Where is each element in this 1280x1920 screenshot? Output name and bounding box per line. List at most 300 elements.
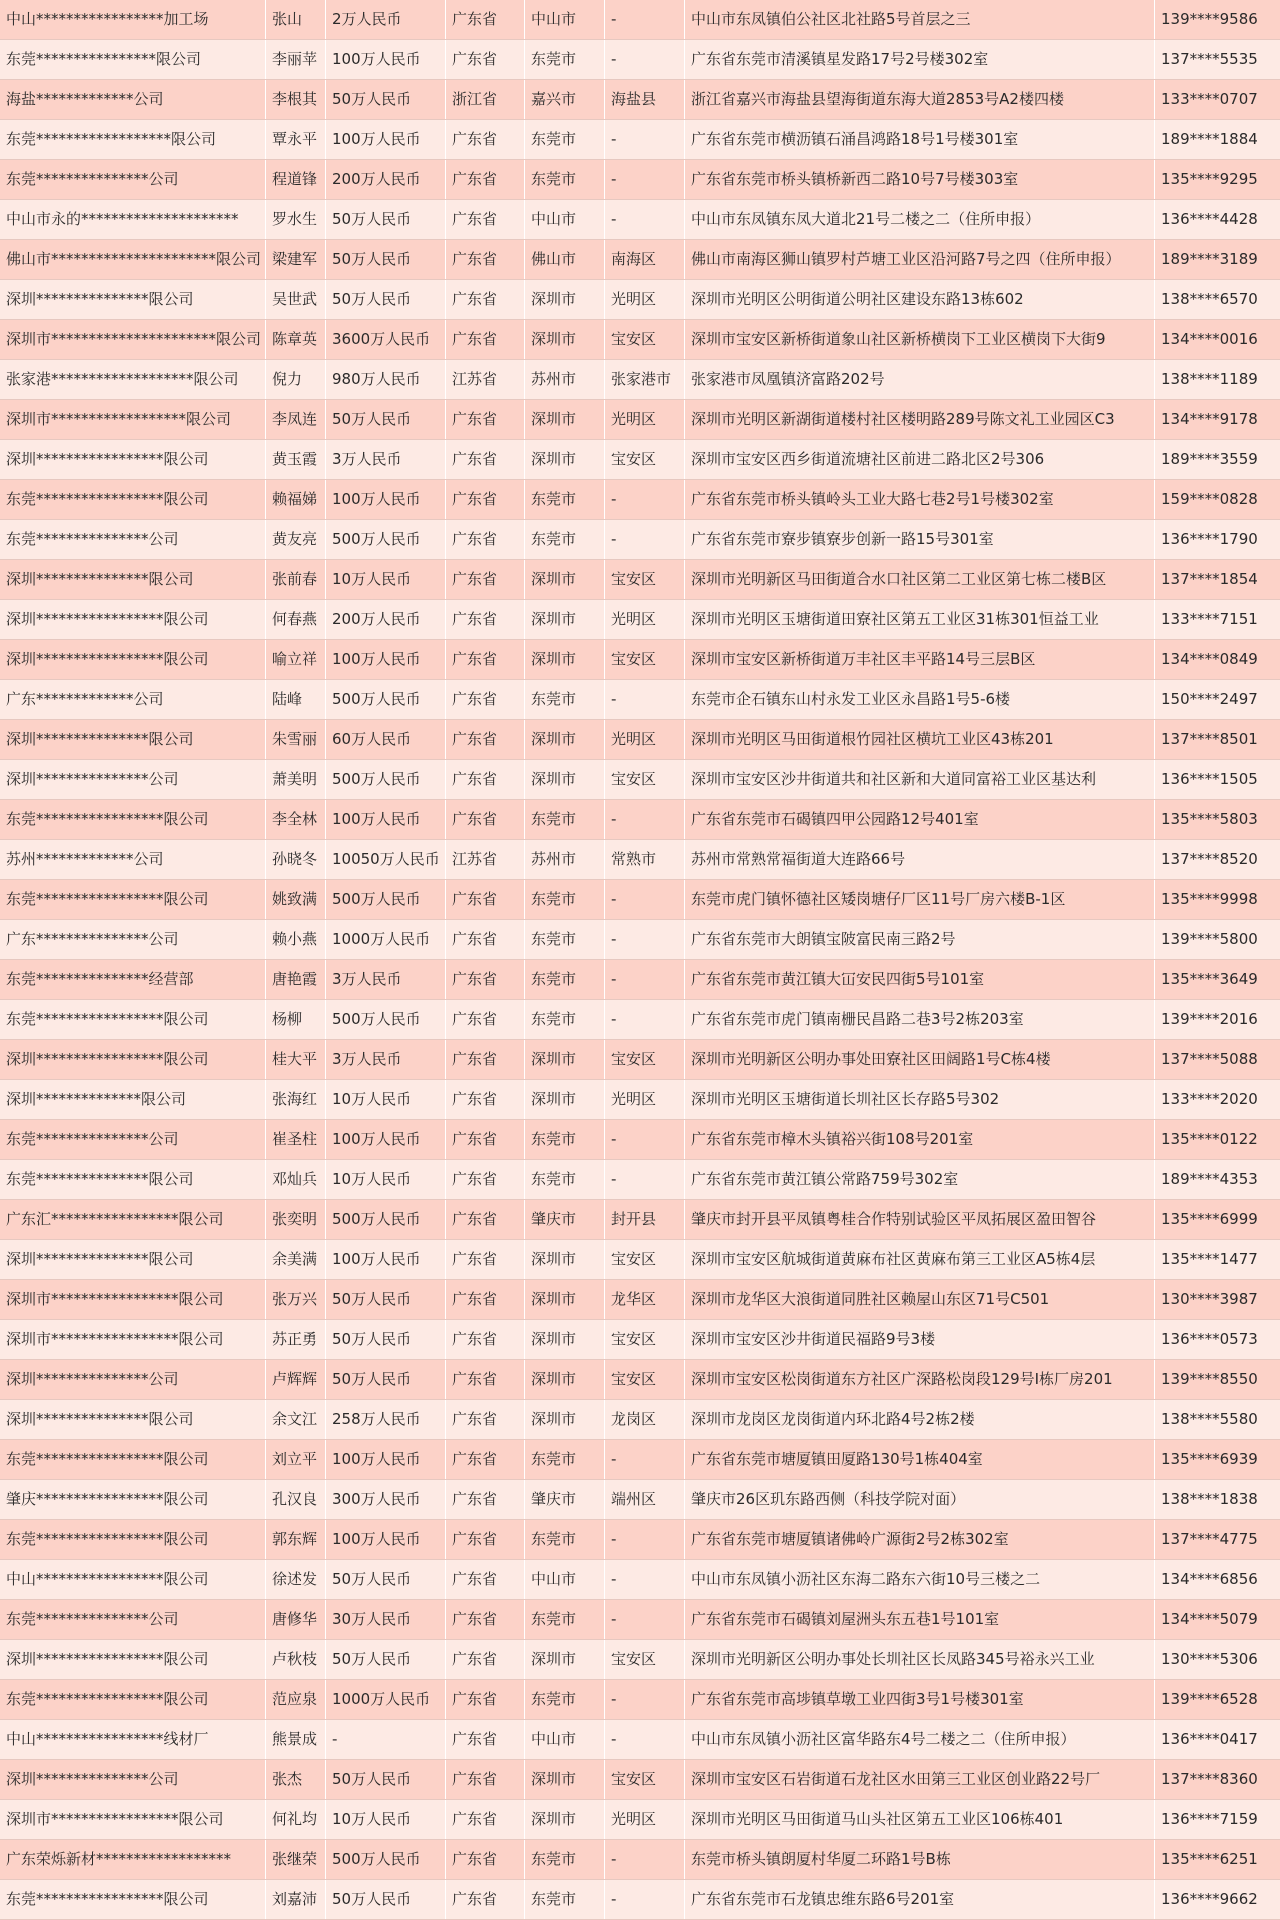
district-cell: 宝安区 xyxy=(605,640,685,679)
registered-capital-cell: 10万人民币 xyxy=(326,1080,446,1119)
registered-capital-cell: 100万人民币 xyxy=(326,800,446,839)
company-name-cell: 东莞*****************限公司 xyxy=(0,880,266,919)
city-cell: 中山市 xyxy=(525,0,605,39)
district-cell: 宝安区 xyxy=(605,1320,685,1359)
city-cell: 东莞市 xyxy=(525,880,605,919)
legal-person-cell: 萧美明 xyxy=(266,760,326,799)
table-row xyxy=(0,1880,1280,1920)
province-cell: 广东省 xyxy=(446,560,525,599)
district-cell: - xyxy=(605,160,685,199)
company-name-cell: 东莞******************限公司 xyxy=(0,120,266,159)
legal-person-cell: 孔汉良 xyxy=(266,1480,326,1519)
address-cell: 广东省东莞市寮步镇寮步创新一路15号301室 xyxy=(685,520,1155,559)
province-cell: 广东省 xyxy=(446,1640,525,1679)
table-row xyxy=(0,1360,1280,1400)
district-cell: - xyxy=(605,520,685,559)
address-cell: 张家港市凤凰镇济富路202号 xyxy=(685,360,1155,399)
table-row xyxy=(0,1520,1280,1560)
district-cell: - xyxy=(605,1440,685,1479)
phone-cell: 138****1838 xyxy=(1161,1490,1258,1508)
district-cell: 宝安区 xyxy=(605,1360,685,1399)
province-cell: 广东省 xyxy=(446,1800,525,1839)
phone-cell: 139****6528 xyxy=(1161,1690,1258,1708)
city-cell: 东莞市 xyxy=(525,1120,605,1159)
city-cell: 佛山市 xyxy=(525,240,605,279)
district-cell: 宝安区 xyxy=(605,1760,685,1799)
city-cell: 深圳市 xyxy=(525,320,605,359)
city-cell: 东莞市 xyxy=(525,960,605,999)
registered-capital-cell: 60万人民币 xyxy=(326,720,446,759)
district-cell: 南海区 xyxy=(605,240,685,279)
table-row xyxy=(0,1280,1280,1320)
city-cell: 苏州市 xyxy=(525,840,605,879)
company-name-cell: 东莞*****************限公司 xyxy=(0,1520,266,1559)
legal-person-cell: 李根其 xyxy=(266,80,326,119)
city-cell: 肇庆市 xyxy=(525,1200,605,1239)
province-cell: 广东省 xyxy=(446,320,525,359)
city-cell: 深圳市 xyxy=(525,1240,605,1279)
phone-cell: 139****8550 xyxy=(1161,1370,1258,1388)
province-cell: 广东省 xyxy=(446,760,525,799)
province-cell: 浙江省 xyxy=(446,80,525,119)
registered-capital-cell: 100万人民币 xyxy=(326,1520,446,1559)
registered-capital-cell: 50万人民币 xyxy=(326,1560,446,1599)
legal-person-cell: 梁建军 xyxy=(266,240,326,279)
table-row xyxy=(0,480,1280,520)
table-row xyxy=(0,280,1280,320)
company-name-cell: 深圳***************公司 xyxy=(0,1760,266,1799)
registered-capital-cell: 500万人民币 xyxy=(326,520,446,559)
address-cell: 深圳市宝安区沙井街道共和社区新和大道同富裕工业区基达利 xyxy=(685,760,1155,799)
registered-capital-cell: 10万人民币 xyxy=(326,560,446,599)
legal-person-cell: 张海红 xyxy=(266,1080,326,1119)
address-cell: 深圳市光明新区公明办事处田寮社区田阔路1号C栋4楼 xyxy=(685,1040,1155,1079)
province-cell: 广东省 xyxy=(446,520,525,559)
district-cell: - xyxy=(605,1000,685,1039)
district-cell: 常熟市 xyxy=(605,840,685,879)
legal-person-cell: 刘立平 xyxy=(266,1440,326,1479)
registered-capital-cell: 50万人民币 xyxy=(326,280,446,319)
phone-cell: 159****0828 xyxy=(1161,490,1258,508)
city-cell: 深圳市 xyxy=(525,1040,605,1079)
legal-person-cell: 何礼均 xyxy=(266,1800,326,1839)
phone-cell: 134****5079 xyxy=(1161,1610,1258,1628)
phone-cell: 136****1505 xyxy=(1161,770,1258,788)
registered-capital-cell: 100万人民币 xyxy=(326,40,446,79)
address-cell: 深圳市光明区公明街道公明社区建设东路13栋602 xyxy=(685,280,1155,319)
company-name-cell: 佛山市**********************限公司 xyxy=(0,240,266,279)
registered-capital-cell: 500万人民币 xyxy=(326,1000,446,1039)
table-row xyxy=(0,40,1280,80)
province-cell: 广东省 xyxy=(446,400,525,439)
province-cell: 广东省 xyxy=(446,1560,525,1599)
address-cell: 深圳市光明区马田街道根竹园社区横坑工业区43栋201 xyxy=(685,720,1155,759)
table-row xyxy=(0,1480,1280,1520)
city-cell: 东莞市 xyxy=(525,480,605,519)
district-cell: 张家港市 xyxy=(605,360,685,399)
district-cell: - xyxy=(605,680,685,719)
company-name-cell: 深圳*****************限公司 xyxy=(0,1640,266,1679)
legal-person-cell: 崔圣柱 xyxy=(266,1120,326,1159)
company-name-cell: 深圳***************公司 xyxy=(0,760,266,799)
registered-capital-cell: 50万人民币 xyxy=(326,1880,446,1919)
phone-cell: 135****6999 xyxy=(1161,1210,1258,1228)
phone-cell: 134****9178 xyxy=(1161,410,1258,428)
registered-capital-cell: 500万人民币 xyxy=(326,880,446,919)
address-cell: 东莞市桥头镇朗厦村华厦二环路1号B栋 xyxy=(685,1840,1155,1879)
company-name-cell: 广东*************公司 xyxy=(0,680,266,719)
district-cell: - xyxy=(605,120,685,159)
address-cell: 深圳市光明区马田街道马山头社区第五工业区106栋401 xyxy=(685,1800,1155,1839)
table-row xyxy=(0,1240,1280,1280)
company-name-cell: 深圳***************公司 xyxy=(0,1360,266,1399)
table-row xyxy=(0,960,1280,1000)
province-cell: 广东省 xyxy=(446,1160,525,1199)
city-cell: 嘉兴市 xyxy=(525,80,605,119)
address-cell: 广东省东莞市横沥镇石涌昌鸿路18号1号楼301室 xyxy=(685,120,1155,159)
legal-person-cell: 张奕明 xyxy=(266,1200,326,1239)
city-cell: 东莞市 xyxy=(525,1880,605,1919)
district-cell: 宝安区 xyxy=(605,1240,685,1279)
district-cell: 宝安区 xyxy=(605,1640,685,1679)
legal-person-cell: 余美满 xyxy=(266,1240,326,1279)
city-cell: 东莞市 xyxy=(525,160,605,199)
province-cell: 广东省 xyxy=(446,1080,525,1119)
city-cell: 深圳市 xyxy=(525,1360,605,1399)
phone-cell: 189****1884 xyxy=(1161,130,1258,148)
address-cell: 广东省东莞市塘厦镇诸佛岭广源街2号2栋302室 xyxy=(685,1520,1155,1559)
phone-cell: 130****3987 xyxy=(1161,1290,1258,1308)
address-cell: 广东省东莞市黄江镇大冚安民四街5号101室 xyxy=(685,960,1155,999)
province-cell: 江苏省 xyxy=(446,840,525,879)
province-cell: 广东省 xyxy=(446,1720,525,1759)
district-cell: - xyxy=(605,40,685,79)
registered-capital-cell: 3600万人民币 xyxy=(326,320,446,359)
province-cell: 广东省 xyxy=(446,1880,525,1919)
legal-person-cell: 黄玉霞 xyxy=(266,440,326,479)
city-cell: 深圳市 xyxy=(525,1400,605,1439)
province-cell: 广东省 xyxy=(446,640,525,679)
city-cell: 东莞市 xyxy=(525,1840,605,1879)
registered-capital-cell: 200万人民币 xyxy=(326,600,446,639)
table-row xyxy=(0,600,1280,640)
company-name-cell: 东莞***************经营部 xyxy=(0,960,266,999)
registered-capital-cell: 500万人民币 xyxy=(326,680,446,719)
city-cell: 深圳市 xyxy=(525,1080,605,1119)
province-cell: 广东省 xyxy=(446,1200,525,1239)
legal-person-cell: 陆峰 xyxy=(266,680,326,719)
address-cell: 广东省东莞市石碣镇四甲公园路12号401室 xyxy=(685,800,1155,839)
phone-cell: 136****0573 xyxy=(1161,1330,1258,1348)
company-name-cell: 东莞*****************限公司 xyxy=(0,1880,266,1919)
registered-capital-cell: 258万人民币 xyxy=(326,1400,446,1439)
phone-cell: 150****2497 xyxy=(1161,690,1258,708)
district-cell: - xyxy=(605,880,685,919)
phone-cell: 137****5535 xyxy=(1161,50,1258,68)
address-cell: 广东省东莞市大朗镇宝陂富民南三路2号 xyxy=(685,920,1155,959)
district-cell: 光明区 xyxy=(605,280,685,319)
registered-capital-cell: 100万人民币 xyxy=(326,640,446,679)
table-row xyxy=(0,400,1280,440)
legal-person-cell: 吴世武 xyxy=(266,280,326,319)
phone-cell: 137****5088 xyxy=(1161,1050,1258,1068)
phone-cell: 135****5803 xyxy=(1161,810,1258,828)
table-row xyxy=(0,560,1280,600)
table-row xyxy=(0,0,1280,40)
district-cell: - xyxy=(605,1520,685,1559)
province-cell: 广东省 xyxy=(446,40,525,79)
legal-person-cell: 徐述发 xyxy=(266,1560,326,1599)
address-cell: 中山市东凤镇小沥社区东海二路东六街10号三楼之二 xyxy=(685,1560,1155,1599)
company-name-cell: 深圳市*****************限公司 xyxy=(0,1320,266,1359)
district-cell: - xyxy=(605,960,685,999)
table-row xyxy=(0,200,1280,240)
phone-cell: 134****0016 xyxy=(1161,330,1258,348)
registered-capital-cell: 50万人民币 xyxy=(326,240,446,279)
table-row xyxy=(0,1040,1280,1080)
address-cell: 东莞市企石镇东山村永发工业区永昌路1号5-6楼 xyxy=(685,680,1155,719)
table-row xyxy=(0,880,1280,920)
table-row xyxy=(0,1600,1280,1640)
legal-person-cell: 桂大平 xyxy=(266,1040,326,1079)
province-cell: 广东省 xyxy=(446,1040,525,1079)
legal-person-cell: 唐艳霞 xyxy=(266,960,326,999)
registered-capital-cell: 50万人民币 xyxy=(326,1640,446,1679)
province-cell: 广东省 xyxy=(446,1400,525,1439)
registered-capital-cell: 3万人民币 xyxy=(326,960,446,999)
company-name-cell: 深圳市**********************限公司 xyxy=(0,320,266,359)
address-cell: 广东省东莞市石龙镇忠维东路6号201室 xyxy=(685,1880,1155,1919)
company-name-cell: 广东汇*****************限公司 xyxy=(0,1200,266,1239)
city-cell: 深圳市 xyxy=(525,1800,605,1839)
city-cell: 深圳市 xyxy=(525,560,605,599)
city-cell: 东莞市 xyxy=(525,1600,605,1639)
legal-person-cell: 覃永平 xyxy=(266,120,326,159)
legal-person-cell: 赖小燕 xyxy=(266,920,326,959)
province-cell: 广东省 xyxy=(446,1840,525,1879)
address-cell: 中山市东凤镇东凤大道北21号二楼之二（住所申报） xyxy=(685,200,1155,239)
district-cell: 宝安区 xyxy=(605,440,685,479)
legal-person-cell: 范应泉 xyxy=(266,1680,326,1719)
city-cell: 东莞市 xyxy=(525,1440,605,1479)
legal-person-cell: 张继荣 xyxy=(266,1840,326,1879)
phone-cell: 138****6570 xyxy=(1161,290,1258,308)
table-row xyxy=(0,920,1280,960)
table-row xyxy=(0,1160,1280,1200)
company-name-cell: 东莞***************公司 xyxy=(0,160,266,199)
district-cell: 光明区 xyxy=(605,1080,685,1119)
company-name-cell: 深圳**************限公司 xyxy=(0,1080,266,1119)
company-name-cell: 中山*****************限公司 xyxy=(0,1560,266,1599)
company-name-cell: 深圳市*****************限公司 xyxy=(0,1800,266,1839)
legal-person-cell: 邓灿兵 xyxy=(266,1160,326,1199)
legal-person-cell: 余文江 xyxy=(266,1400,326,1439)
city-cell: 深圳市 xyxy=(525,720,605,759)
district-cell: 光明区 xyxy=(605,720,685,759)
phone-cell: 130****5306 xyxy=(1161,1650,1258,1668)
province-cell: 广东省 xyxy=(446,120,525,159)
city-cell: 深圳市 xyxy=(525,440,605,479)
province-cell: 广东省 xyxy=(446,1320,525,1359)
city-cell: 东莞市 xyxy=(525,520,605,559)
table-row xyxy=(0,640,1280,680)
address-cell: 肇庆市封开县平凤镇粤桂合作特别试验区平凤拓展区盈田智谷 xyxy=(685,1200,1155,1239)
city-cell: 深圳市 xyxy=(525,600,605,639)
district-cell: - xyxy=(605,1680,685,1719)
company-name-cell: 中山*****************加工场 xyxy=(0,0,266,39)
table-row xyxy=(0,1400,1280,1440)
registered-capital-cell: 980万人民币 xyxy=(326,360,446,399)
address-cell: 广东省东莞市清溪镇星发路17号2号楼302室 xyxy=(685,40,1155,79)
legal-person-cell: 程道锋 xyxy=(266,160,326,199)
address-cell: 深圳市宝安区沙井街道民福路9号3楼 xyxy=(685,1320,1155,1359)
phone-cell: 137****4775 xyxy=(1161,1530,1258,1548)
district-cell: 宝安区 xyxy=(605,320,685,359)
district-cell: - xyxy=(605,1840,685,1879)
province-cell: 广东省 xyxy=(446,960,525,999)
province-cell: 广东省 xyxy=(446,0,525,39)
registered-capital-cell: 3万人民币 xyxy=(326,1040,446,1079)
company-name-cell: 深圳*****************限公司 xyxy=(0,600,266,639)
registered-capital-cell: 50万人民币 xyxy=(326,1360,446,1399)
city-cell: 中山市 xyxy=(525,1560,605,1599)
city-cell: 东莞市 xyxy=(525,1520,605,1559)
company-name-cell: 东莞***************公司 xyxy=(0,1600,266,1639)
district-cell: - xyxy=(605,1880,685,1919)
company-name-cell: 东莞****************限公司 xyxy=(0,40,266,79)
address-cell: 广东省东莞市桥头镇桥新西二路10号7号楼303室 xyxy=(685,160,1155,199)
registered-capital-cell: 500万人民币 xyxy=(326,1840,446,1879)
address-cell: 肇庆市26区玑东路西侧（科技学院对面） xyxy=(685,1480,1155,1519)
registered-capital-cell: 500万人民币 xyxy=(326,1200,446,1239)
table-row xyxy=(0,1120,1280,1160)
district-cell: - xyxy=(605,1600,685,1639)
district-cell: 宝安区 xyxy=(605,760,685,799)
legal-person-cell: 卢秋枝 xyxy=(266,1640,326,1679)
table-row xyxy=(0,240,1280,280)
company-name-cell: 深圳市******************限公司 xyxy=(0,400,266,439)
phone-cell: 136****0417 xyxy=(1161,1730,1258,1748)
phone-cell: 138****1189 xyxy=(1161,370,1258,388)
address-cell: 深圳市宝安区松岗街道东方社区广深路松岗段129号I栋厂房201 xyxy=(685,1360,1155,1399)
registered-capital-cell: 100万人民币 xyxy=(326,1440,446,1479)
registered-capital-cell: 300万人民币 xyxy=(326,1480,446,1519)
company-name-cell: 深圳***************限公司 xyxy=(0,560,266,599)
legal-person-cell: 郭东辉 xyxy=(266,1520,326,1559)
phone-cell: 189****3559 xyxy=(1161,450,1258,468)
table-row xyxy=(0,1560,1280,1600)
province-cell: 广东省 xyxy=(446,1520,525,1559)
phone-cell: 139****9586 xyxy=(1161,10,1258,28)
address-cell: 广东省东莞市桥头镇岭头工业大路七巷2号1号楼302室 xyxy=(685,480,1155,519)
registered-capital-cell: 200万人民币 xyxy=(326,160,446,199)
address-cell: 深圳市宝安区西乡街道流塘社区前进二路北区2号306 xyxy=(685,440,1155,479)
registered-capital-cell: 100万人民币 xyxy=(326,1120,446,1159)
company-name-cell: 东莞***************限公司 xyxy=(0,1160,266,1199)
phone-cell: 136****9662 xyxy=(1161,1890,1258,1908)
district-cell: 光明区 xyxy=(605,1800,685,1839)
address-cell: 广东省东莞市高埗镇草墩工业四街3号1号楼301室 xyxy=(685,1680,1155,1719)
province-cell: 广东省 xyxy=(446,680,525,719)
legal-person-cell: 杨柳 xyxy=(266,1000,326,1039)
province-cell: 广东省 xyxy=(446,720,525,759)
table-row xyxy=(0,1440,1280,1480)
table-row xyxy=(0,1200,1280,1240)
address-cell: 深圳市光明新区马田街道合水口社区第二工业区第七栋二楼B区 xyxy=(685,560,1155,599)
city-cell: 深圳市 xyxy=(525,760,605,799)
province-cell: 广东省 xyxy=(446,1280,525,1319)
district-cell: - xyxy=(605,480,685,519)
province-cell: 广东省 xyxy=(446,200,525,239)
phone-cell: 134****6856 xyxy=(1161,1570,1258,1588)
city-cell: 深圳市 xyxy=(525,1640,605,1679)
city-cell: 深圳市 xyxy=(525,1760,605,1799)
district-cell: - xyxy=(605,920,685,959)
company-name-cell: 深圳***************限公司 xyxy=(0,1240,266,1279)
address-cell: 佛山市南海区狮山镇罗村芦塘工业区沿河路7号之四（住所申报） xyxy=(685,240,1155,279)
address-cell: 深圳市宝安区航城街道黄麻布社区黄麻布第三工业区A5栋4层 xyxy=(685,1240,1155,1279)
registered-capital-cell: 1000万人民币 xyxy=(326,920,446,959)
phone-cell: 137****8501 xyxy=(1161,730,1258,748)
legal-person-cell: 苏正勇 xyxy=(266,1320,326,1359)
city-cell: 深圳市 xyxy=(525,640,605,679)
address-cell: 东莞市虎门镇怀德社区矮岗塘仔厂区11号厂房六楼B-1区 xyxy=(685,880,1155,919)
phone-cell: 138****5580 xyxy=(1161,1410,1258,1428)
province-cell: 广东省 xyxy=(446,440,525,479)
legal-person-cell: 何春燕 xyxy=(266,600,326,639)
legal-person-cell: 李全林 xyxy=(266,800,326,839)
phone-cell: 133****7151 xyxy=(1161,610,1258,628)
phone-cell: 139****2016 xyxy=(1161,1010,1258,1028)
company-name-cell: 张家港*******************限公司 xyxy=(0,360,266,399)
company-name-cell: 广东***************公司 xyxy=(0,920,266,959)
table-row xyxy=(0,1320,1280,1360)
city-cell: 东莞市 xyxy=(525,1000,605,1039)
company-name-cell: 广东荣烁新材****************** xyxy=(0,1840,266,1879)
legal-person-cell: 朱雪丽 xyxy=(266,720,326,759)
phone-cell: 136****1790 xyxy=(1161,530,1258,548)
phone-cell: 133****0707 xyxy=(1161,90,1258,108)
legal-person-cell: 赖福娣 xyxy=(266,480,326,519)
district-cell: 宝安区 xyxy=(605,560,685,599)
table-row xyxy=(0,1720,1280,1760)
city-cell: 深圳市 xyxy=(525,1280,605,1319)
company-name-cell: 深圳市*****************限公司 xyxy=(0,1280,266,1319)
phone-cell: 189****4353 xyxy=(1161,1170,1258,1188)
registered-capital-cell: 50万人民币 xyxy=(326,1320,446,1359)
company-name-cell: 肇庆*****************限公司 xyxy=(0,1480,266,1519)
phone-cell: 137****1854 xyxy=(1161,570,1258,588)
phone-cell: 189****3189 xyxy=(1161,250,1258,268)
registered-capital-cell: - xyxy=(326,1720,446,1759)
city-cell: 深圳市 xyxy=(525,400,605,439)
phone-cell: 134****0849 xyxy=(1161,650,1258,668)
city-cell: 东莞市 xyxy=(525,1160,605,1199)
registered-capital-cell: 50万人民币 xyxy=(326,200,446,239)
table-row xyxy=(0,760,1280,800)
legal-person-cell: 孙晓冬 xyxy=(266,840,326,879)
table-row xyxy=(0,80,1280,120)
company-name-cell: 深圳*****************限公司 xyxy=(0,640,266,679)
province-cell: 广东省 xyxy=(446,800,525,839)
city-cell: 东莞市 xyxy=(525,680,605,719)
registered-capital-cell: 1000万人民币 xyxy=(326,1680,446,1719)
table-row xyxy=(0,1760,1280,1800)
address-cell: 广东省东莞市石碣镇刘屋洲头东五巷1号101室 xyxy=(685,1600,1155,1639)
phone-cell: 137****8360 xyxy=(1161,1770,1258,1788)
registered-capital-cell: 3万人民币 xyxy=(326,440,446,479)
table-row xyxy=(0,520,1280,560)
